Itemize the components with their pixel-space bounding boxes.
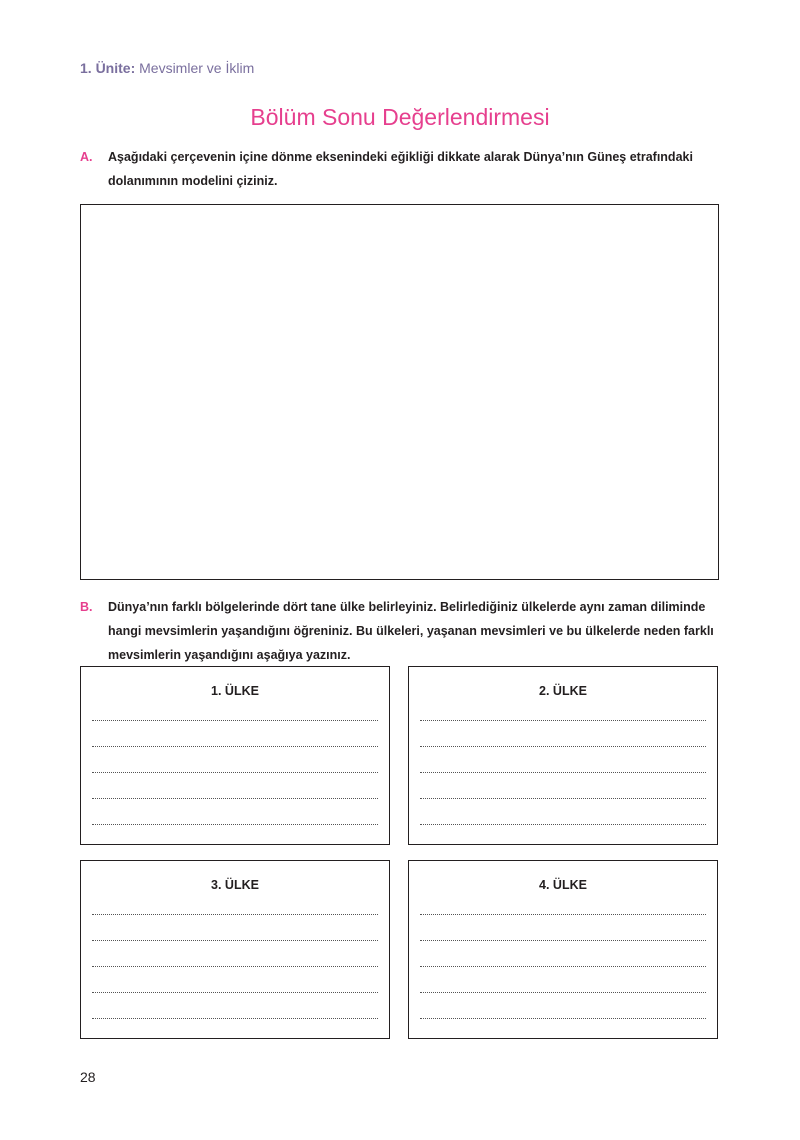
country-box-4[interactable] [408,860,718,1039]
answer-line[interactable] [420,720,706,721]
answer-line[interactable] [420,824,706,825]
answer-line[interactable] [92,720,378,721]
country-title: 3. ÜLKE [211,878,259,892]
question-b-text: Dünya’nın farklı bölgelerinde dört tane ülke belirleyiniz. Belirlediğiniz ülkelerde aynı zaman diliminde hangi mevsimlerin yaşandığını öğreniniz. Bu ülkeleri, yaşanan mevsimleri ve bu ülkelerde neden farklı mevsimlerin yaşandığını aşağıya yazınız. [108,600,714,662]
unit-label: 1. Ünite: [80,60,136,76]
answer-line[interactable] [92,940,378,941]
answer-line[interactable] [420,966,706,967]
question-b [80,595,720,667]
country-title: 4. ÜLKE [539,878,587,892]
unit-header [80,59,254,77]
answer-line[interactable] [92,966,378,967]
answer-line[interactable] [92,798,378,799]
answer-line[interactable] [92,772,378,773]
question-a-letter: A. [80,150,93,164]
answer-line[interactable] [420,992,706,993]
country-box-2[interactable] [408,666,718,845]
country-title: 1. ÜLKE [211,684,259,698]
question-b-letter: B. [80,600,93,614]
country-box-1[interactable] [80,666,390,845]
answer-line[interactable] [420,772,706,773]
answer-line[interactable] [420,746,706,747]
unit-topic: Mevsimler ve İklim [139,60,255,76]
question-a [80,145,720,193]
answer-line[interactable] [92,914,378,915]
question-a-text: Aşağıdaki çerçevenin içine dönme eksenindeki eğikliği dikkate alarak Dünya’nın Güneş etrafındaki dolanımının modelini çiziniz. [108,150,693,188]
answer-line[interactable] [92,1018,378,1019]
country-title: 2. ÜLKE [539,684,587,698]
answer-line[interactable] [420,798,706,799]
answer-line[interactable] [420,1018,706,1019]
country-box-3[interactable] [80,860,390,1039]
answer-line[interactable] [420,940,706,941]
page-title: Bölüm Sonu Değerlendirmesi [250,104,550,130]
page-number: 28 [80,1069,96,1085]
answer-line[interactable] [92,746,378,747]
drawing-area[interactable] [80,204,719,580]
answer-line[interactable] [92,824,378,825]
answer-line[interactable] [92,992,378,993]
answer-line[interactable] [420,914,706,915]
